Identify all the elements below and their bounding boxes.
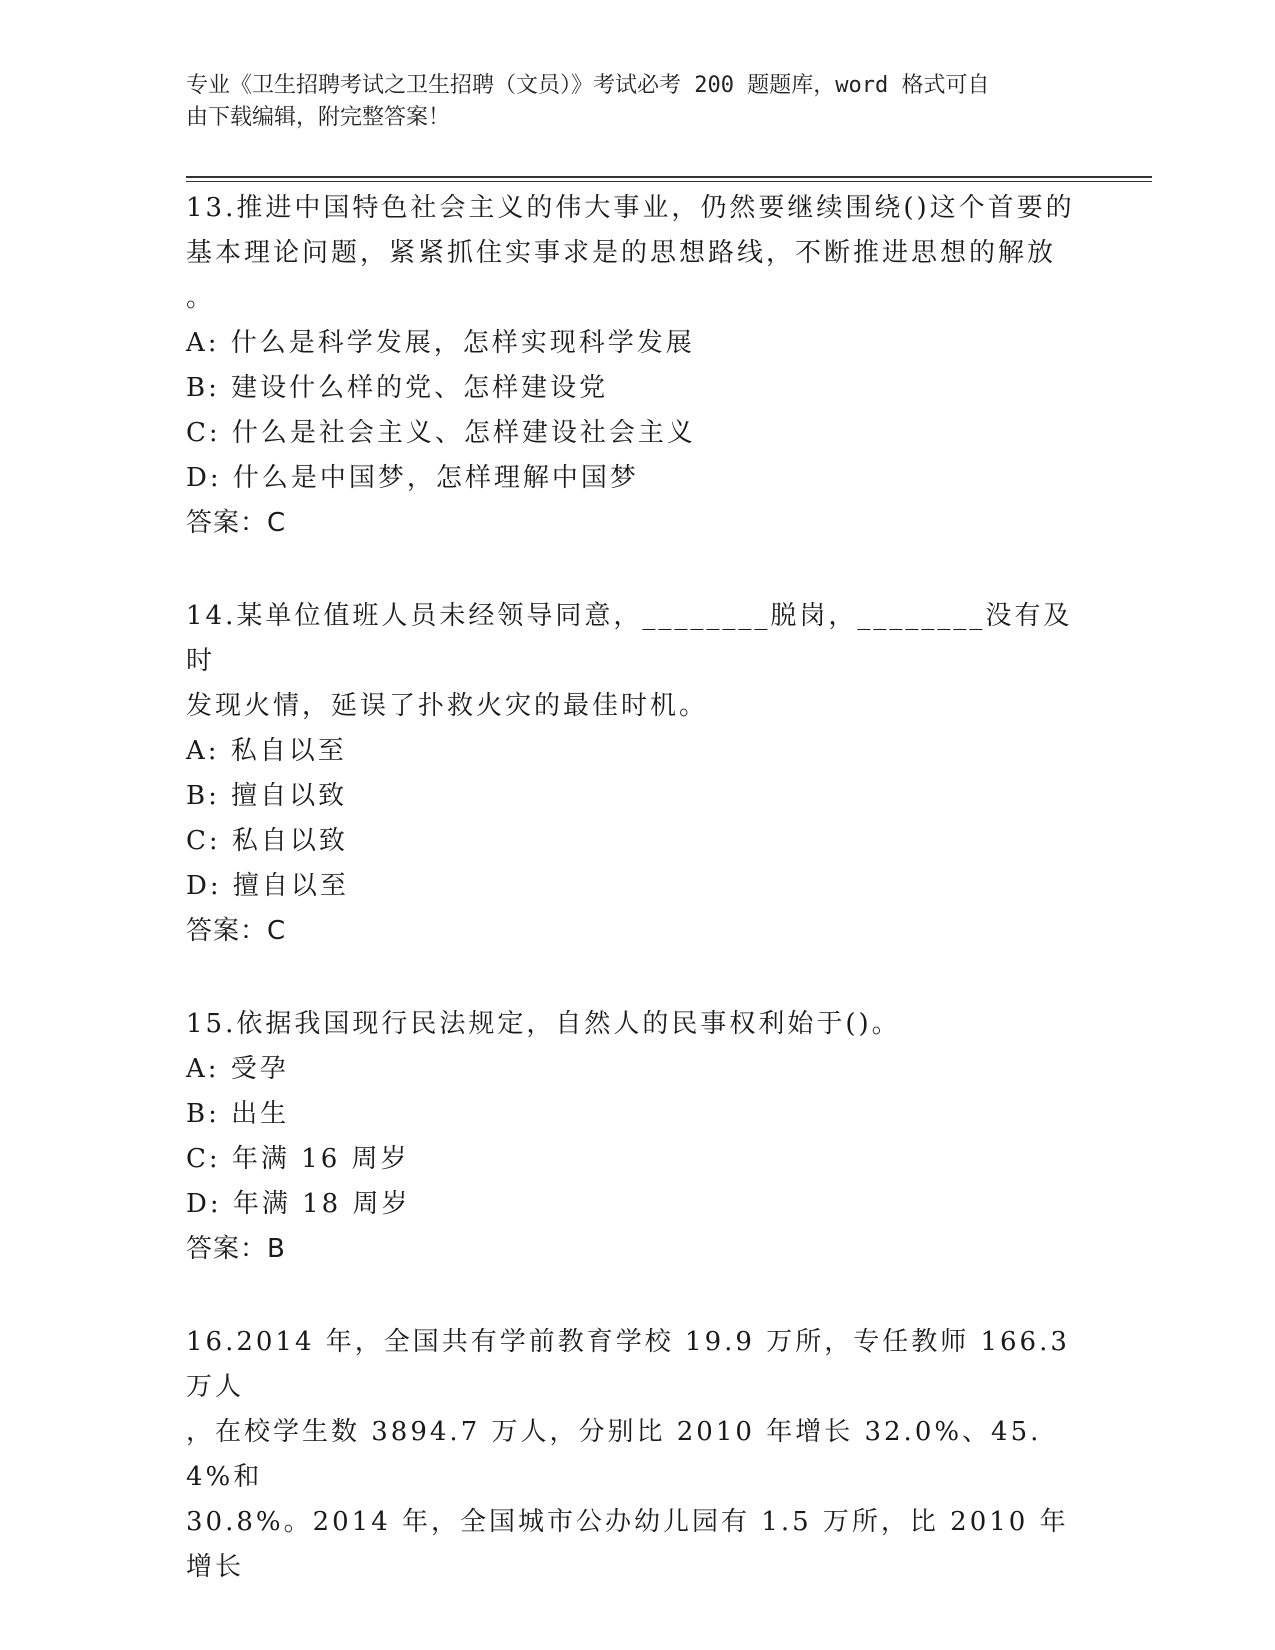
option-b: B: 出生 [186, 1099, 290, 1129]
question-stem-line: 发现火情，延误了扑救火灾的最佳时机。 [186, 691, 709, 721]
option-d: D: 擅自以至 [186, 871, 349, 901]
header-divider-thin [186, 181, 1152, 182]
answer-line: 答案：C [186, 916, 287, 946]
option-b: B: 建设什么样的党、怎样建设党 [186, 373, 609, 403]
question-16 [186, 1320, 1086, 1590]
document-header [186, 70, 1066, 134]
option-d: D: 什么是中国梦，怎样理解中国梦 [186, 463, 639, 493]
header-divider-thick [186, 176, 1152, 178]
question-stem-line: 。 [186, 283, 216, 313]
question-14 [186, 594, 1086, 954]
question-stem-line: 30.8%。2014 年，全国城市公办幼儿园有 1.5 万所，比 2010 年增长 [186, 1507, 1069, 1582]
option-b: B: 擅自以致 [186, 781, 348, 811]
question-stem-line: 14.某单位值班人员未经领导同意，________脱岗，________没有及时 [186, 601, 1073, 676]
question-stem-line: 基本理论问题，紧紧抓住实事求是的思想路线，不断推进思想的解放 [186, 238, 1057, 268]
question-spacer [186, 546, 1086, 594]
answer-line: 答案：C [186, 508, 287, 538]
question-spacer [186, 954, 1086, 1002]
question-stem-line: 15.依据我国现行民法规定，自然人的民事权利始于()。 [186, 1009, 901, 1039]
answer-line: 答案：B [186, 1234, 286, 1264]
option-c: C: 私自以致 [186, 826, 348, 856]
question-13 [186, 186, 1086, 546]
option-a: A: 什么是科学发展，怎样实现科学发展 [186, 328, 695, 358]
option-c: C: 年满 16 周岁 [186, 1144, 410, 1174]
question-list [186, 186, 1086, 1590]
question-15 [186, 1002, 1086, 1272]
option-a: A: 私自以至 [186, 736, 347, 766]
option-a: A: 受孕 [186, 1054, 289, 1084]
question-stem-line: 16.2014 年，全国共有学前教育学校 19.9 万所，专任教师 166.3 万人 [186, 1327, 1070, 1402]
header-line-1: 专业《卫生招聘考试之卫生招聘（文员）》考试必考 200 题题库，word 格式可自 [186, 73, 990, 98]
question-stem-line: 13.推进中国特色社会主义的伟大事业，仍然要继续围绕()这个首要的 [186, 193, 1075, 223]
option-c: C: 什么是社会主义、怎样建设社会主义 [186, 418, 696, 448]
option-d: D: 年满 18 周岁 [186, 1189, 411, 1219]
question-stem-line: ，在校学生数 3894.7 万人，分别比 2010 年增长 32.0%、45.4%和 [186, 1417, 1042, 1492]
question-spacer [186, 1272, 1086, 1320]
header-line-2: 由下载编辑，附完整答案！ [186, 105, 451, 130]
